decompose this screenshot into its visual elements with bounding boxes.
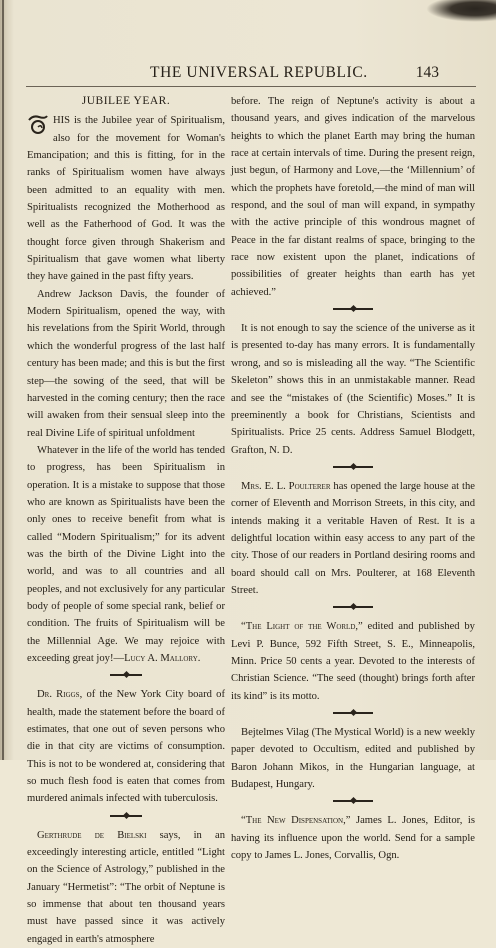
jubilee-paragraph-3: Whatever in the life of the world has tended to progress, has been Spiritualism in operation. It is a mistake to suppose that those who are known as Spiritualists have been the only ones to receive benefit from what is called “Modern Spiritualism;” for its advent was the birth of the Divine Light into the world, and was to all countries and all peoples, and not exclusively for any particular body of people of some special rank, belief or condition. The fruits of Spiritualism will be the Millennial Age. We may rejoice with exceeding great joy!—Lucy A. Mallory.	[27, 444, 225, 664]
light-paragraph: “The Light of the World,” edited and published by Levi P. Bunce, 592 Fifth Street, S. E., Minneapolis, Minn. Price 50 cents a year. Devoted to the interests of Christian Science. “The seed (thought) brings forth after its kind” is its motto.	[231, 621, 475, 702]
page-header	[0, 64, 496, 86]
svg-text:T: T	[27, 114, 28, 116]
jubilee-paragraph-1: T HIS is the Jubilee year of Spiritualism, also for the movement for Woman's Emancipation; and this is fitting, for in the ranks of Spiritualism women have always been admitted to an equality with men. Spiritualists recognized the Motherhood as well as the Fatherhood of God. It was the thought force given through Shakerism and Spiritualism that gave women what liberty they have gained in the past fifty years.	[27, 114, 225, 283]
signature: Lucy A. Mallory.	[124, 653, 201, 664]
separator-ornament	[231, 304, 475, 314]
jubilee-paragraph-2: Andrew Jackson Davis, the founder of Modern Spiritualism, opened the way, with his revelations from the Spirit World, through which the wonderful progress of the last half century has been made; and this is but the first step—the sowing of the seed, that will be harvested in the coming century; then the race will awaken from their sensual sleep into the real Divine Life of spiritual unfoldment	[27, 288, 225, 439]
separator-ornament	[231, 708, 475, 718]
skeleton-paragraph: It is not enough to say the science of the universe as it is presented to-day has many errors. It is fundamentally wrong, and so is misleading all the way. “The Scientific Skeleton” shows this in an unmistakable manner. Read and see the “mistakes of (the Scientific) Moses.” It is preeminently a book for Christians, Scientists and Spiritualists. Price 25 cents. Address Samuel Blodgett, Grafton, N. D.	[231, 323, 475, 456]
running-title: THE UNIVERSAL REPUBLIC.	[150, 64, 368, 81]
dropcap-ornament	[27, 114, 49, 136]
separator-ornament	[231, 796, 475, 806]
separator-ornament	[231, 462, 475, 472]
poulterer-paragraph: Mrs. E. L. Poulterer has opened the large house at the corner of Eleventh and Morrison Streets, in this city, and intends making it a veritable Haven of Rest. It is a delightful location within easy access to any part of the city. Those of our readers in Portland desiring rooms and board should call on Mrs. Poulterer, at 168 Eleventh Street.	[231, 480, 475, 596]
right-column	[231, 93, 475, 864]
left-column	[27, 93, 225, 948]
separator-ornament	[27, 670, 225, 680]
dispensation-paragraph: “The New Dispensation,” James L. Jones, Editor, is having its influence upon the world. Send for a sample copy to James L. Jones, Corvallis, Ogn.	[231, 815, 475, 862]
corner-smudge	[426, 0, 496, 22]
riggs-paragraph: Dr. Riggs, of the New York City board of health, made the statement before the board of estimates, that one out of seven persons who die in that city are victims of consumption. This is not to be wondered at, considering that so much flesh food is eaten that comes from murdered animals infected with tuberculosis.	[27, 689, 225, 805]
page-edge	[2, 0, 4, 760]
bielski-continued: before. The reign of Neptune's activity is about a thousand years, and gives indication of the marvelous heights to which the planet Earth may bring the human race at certain intervals of time. During the present reign, just begun, of Harmony and Love,—the ‘Millennium’ of which the prophets have foretold,—the mind of man will respond, and the soul of man will expand, in sympathy with the active principle of this wondrous magnet of Peace in the far distant realms of space, bringing to the race now existent upon the planet, indications of possibilities of greater heights than earth has yet achieved.”	[231, 96, 475, 298]
separator-ornament	[231, 602, 475, 612]
header-rule	[26, 86, 476, 87]
vilag-paragraph: Bejtelmes Vilag (The Mystical World) is a new weekly paper devoted to Occultism, edited and published by Baron Johann Mikos, in the Hungarian language, at Budapest, Hungary.	[231, 727, 475, 791]
page-number: 143	[415, 64, 439, 81]
bielski-paragraph: Gerthrude de Bielski says, in an exceedingly interesting article, entitled “Light on the Science of Astrology,” published in the January “Hermetist”: “The orbit of Neptune is so immense that about ten thousand years must have passed since it was actively engaged in earth's atmosphere	[27, 829, 225, 945]
article-heading: JUBILEE YEAR.	[81, 95, 171, 107]
separator-ornament	[27, 811, 225, 821]
